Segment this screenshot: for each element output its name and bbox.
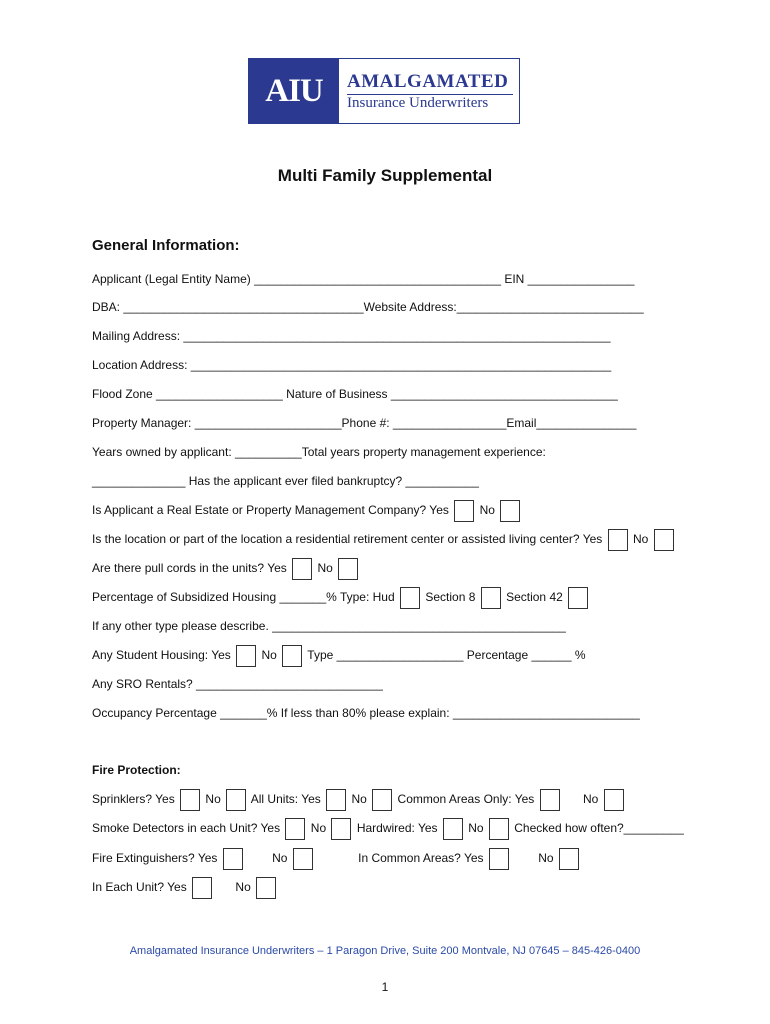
- flood-zone-field[interactable]: Flood Zone ___________________ Nature of Business __________________________________: [92, 387, 618, 401]
- extinguishers-no-checkbox[interactable]: [293, 848, 313, 870]
- section42-label: Section 42: [506, 590, 563, 605]
- common-areas-only-no-checkbox[interactable]: [604, 789, 624, 811]
- checked-how-often-field[interactable]: Checked how often?_________: [514, 821, 684, 836]
- in-each-unit-row: [92, 877, 278, 899]
- no-label: No: [468, 821, 484, 836]
- page-title: Multi Family Supplemental: [277, 166, 493, 185]
- hardwired-yes-checkbox[interactable]: [443, 818, 463, 840]
- sro-rentals-field[interactable]: Any SRO Rentals? ____________________________: [92, 677, 383, 691]
- fire-protection-heading: Fire Protection:: [92, 763, 181, 777]
- all-units-yes-checkbox[interactable]: [326, 789, 346, 811]
- pull-cords-question: [92, 558, 360, 580]
- company-logo: [248, 58, 520, 124]
- smoke-detectors-yes-checkbox[interactable]: [285, 818, 305, 840]
- in-each-unit-label: In Each Unit? Yes: [92, 880, 187, 895]
- real-estate-label: Is Applicant a Real Estate or Property Management Company? Yes: [92, 503, 449, 518]
- extinguishers-row: [92, 848, 581, 870]
- student-housing-question: [92, 645, 586, 667]
- retirement-label: Is the location or part of the location a residential retirement center or assisted living center? Yes: [92, 532, 603, 547]
- no-label: No: [261, 648, 277, 663]
- extinguishers-label: Fire Extinguishers? Yes: [92, 851, 218, 866]
- common-areas-only-label: Common Areas Only: Yes: [397, 792, 535, 807]
- years-owned-field[interactable]: Years owned by applicant: __________Total years property management experience:: [92, 445, 546, 459]
- location-address-field[interactable]: Location Address: _______________________________________________________________: [92, 358, 612, 372]
- no-label: No: [205, 792, 221, 807]
- no-label: No: [479, 503, 495, 518]
- footer-address: Amalgamated Insurance Underwriters – 1 Paragon Drive, Suite 200 Montvale, NJ 07645 – 845-426-0400: [129, 945, 641, 957]
- section8-checkbox[interactable]: [481, 587, 501, 609]
- general-info-heading: General Information:: [92, 237, 240, 254]
- hardwired-label: Hardwired: Yes: [356, 821, 438, 836]
- in-common-areas-yes-checkbox[interactable]: [489, 848, 509, 870]
- hud-checkbox[interactable]: [400, 587, 420, 609]
- no-label: No: [310, 821, 327, 836]
- student-yes-checkbox[interactable]: [236, 645, 256, 667]
- pull-cords-label: Are there pull cords in the units? Yes: [92, 561, 287, 576]
- logo-abbr: AIU: [249, 59, 339, 123]
- real-estate-no-checkbox[interactable]: [500, 500, 520, 522]
- hardwired-no-checkbox[interactable]: [489, 818, 509, 840]
- dba-field[interactable]: DBA: ____________________________________Website Address:____________________________: [92, 300, 644, 314]
- pull-cords-no-checkbox[interactable]: [338, 558, 358, 580]
- no-label: No: [272, 851, 288, 866]
- section8-label: Section 8: [425, 590, 476, 605]
- all-units-label: All Units: Yes: [250, 792, 321, 807]
- mailing-address-field[interactable]: Mailing Address: ________________________________________________________________: [92, 329, 611, 343]
- retirement-yes-checkbox[interactable]: [608, 529, 628, 551]
- retirement-no-checkbox[interactable]: [654, 529, 674, 551]
- logo-name-line2: Insurance Underwriters: [347, 95, 489, 111]
- no-label: No: [582, 792, 599, 807]
- in-common-areas-no-checkbox[interactable]: [559, 848, 579, 870]
- real-estate-yes-checkbox[interactable]: [454, 500, 474, 522]
- sprinklers-yes-checkbox[interactable]: [180, 789, 200, 811]
- student-no-checkbox[interactable]: [282, 645, 302, 667]
- no-label: No: [538, 851, 554, 866]
- extinguishers-yes-checkbox[interactable]: [223, 848, 243, 870]
- smoke-detectors-label: Smoke Detectors in each Unit? Yes: [92, 821, 281, 836]
- applicant-field[interactable]: Applicant (Legal Entity Name) _____________________________________ EIN ________________: [92, 272, 635, 286]
- logo-name-line1: AMALGAMATED: [347, 71, 509, 92]
- student-label: Any Student Housing: Yes: [92, 648, 231, 663]
- no-label: No: [632, 532, 649, 547]
- subsidized-label: Percentage of Subsidized Housing _______% Type: Hud: [92, 590, 395, 605]
- smoke-detectors-row: [92, 818, 684, 840]
- pull-cords-yes-checkbox[interactable]: [292, 558, 312, 580]
- all-units-no-checkbox[interactable]: [372, 789, 392, 811]
- sprinklers-no-checkbox[interactable]: [226, 789, 246, 811]
- common-areas-only-yes-checkbox[interactable]: [540, 789, 560, 811]
- sprinklers-label: Sprinklers? Yes: [92, 792, 175, 807]
- other-type-field[interactable]: If any other type please describe. ____________________________________________: [92, 619, 566, 633]
- bankruptcy-field[interactable]: ______________ Has the applicant ever filed bankruptcy? ___________: [92, 474, 479, 488]
- no-label: No: [317, 561, 333, 576]
- subsidized-housing-question: [92, 587, 590, 609]
- student-type-field[interactable]: Type ___________________ Percentage ______ %: [307, 648, 586, 663]
- in-common-areas-label: In Common Areas? Yes: [358, 851, 484, 866]
- in-each-unit-yes-checkbox[interactable]: [192, 877, 212, 899]
- no-label: No: [351, 792, 367, 807]
- in-each-unit-no-checkbox[interactable]: [256, 877, 276, 899]
- occupancy-field[interactable]: Occupancy Percentage _______% If less than 80% please explain: ____________________________: [92, 706, 640, 720]
- real-estate-question: [92, 500, 522, 522]
- page-number: 1: [381, 980, 389, 994]
- no-label: No: [235, 880, 251, 895]
- smoke-detectors-no-checkbox[interactable]: [331, 818, 351, 840]
- section42-checkbox[interactable]: [568, 587, 588, 609]
- retirement-question: [92, 529, 676, 551]
- sprinklers-row: [92, 789, 626, 811]
- property-manager-field[interactable]: Property Manager: ______________________Phone #: _________________Email_______________: [92, 416, 637, 430]
